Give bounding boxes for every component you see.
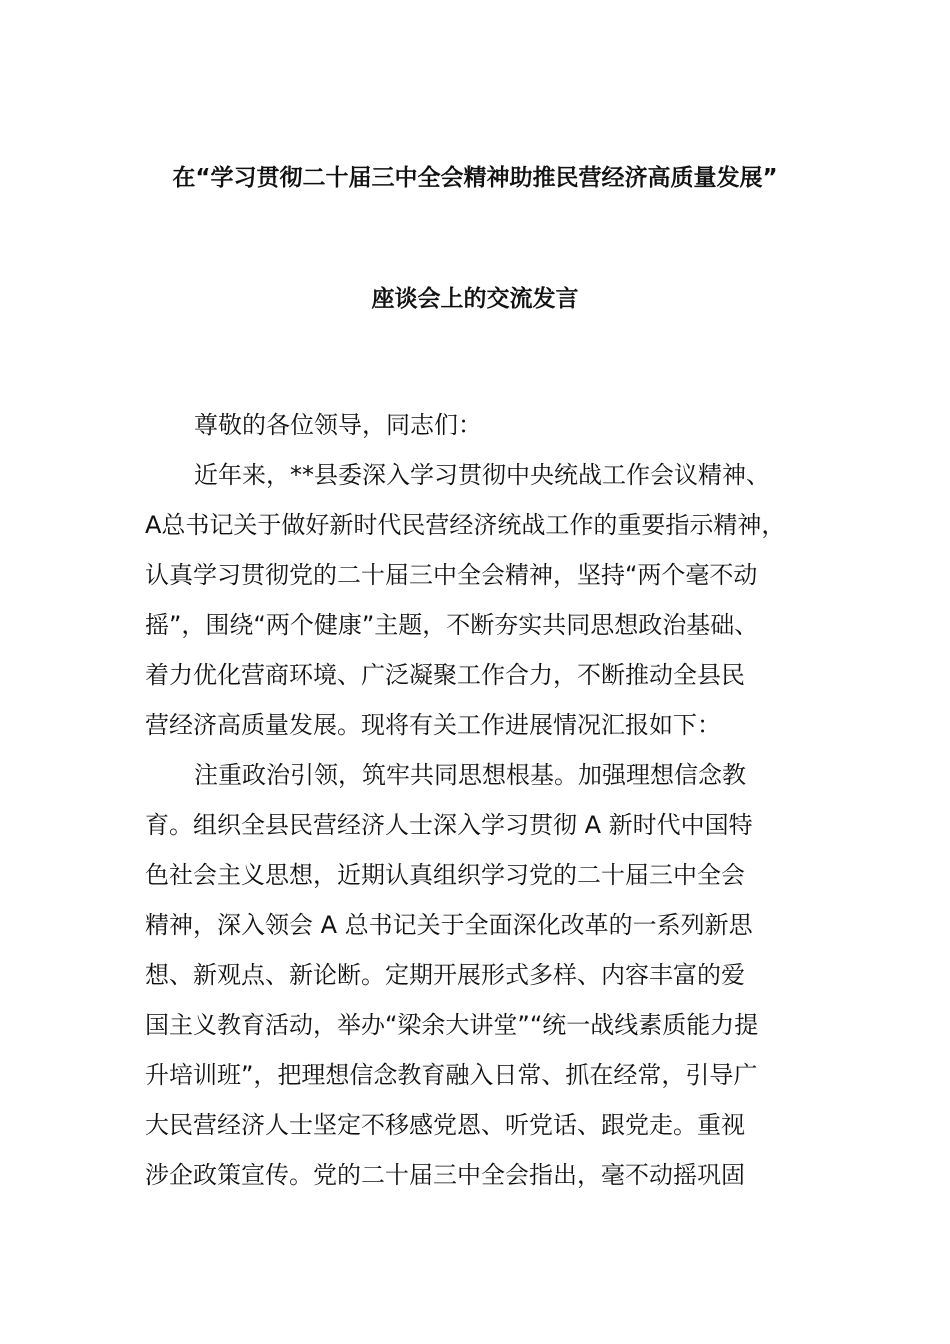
document-body xyxy=(145,400,835,1200)
salutation-line: 尊敬的各位领导，同志们： xyxy=(194,411,482,439)
body-line: 着力优化营商环境、广泛凝聚工作合力，不断推动全县民 xyxy=(145,661,745,689)
document-title-line-2: 座谈会上的交流发言 xyxy=(371,286,579,312)
body-line: A总书记关于做好新时代民营经济统战工作的重要指示精神， xyxy=(145,511,786,539)
body-line: 育。组织全县民营经济人士深入学习贯彻 A 新时代中国特 xyxy=(145,811,753,839)
body-line: 大民营经济人士坚定不移感党恩、听党话、跟党走。重视 xyxy=(145,1111,745,1139)
document-title-line-1: 在“学习贯彻二十届三中全会精神助推民营经济高质量发展” xyxy=(172,165,778,191)
body-line: 近年来，**县委深入学习贯彻中央统战工作会议精神、 xyxy=(194,461,770,489)
body-line: 涉企政策宣传。党的二十届三中全会指出，毫不动摇巩固 xyxy=(145,1161,745,1189)
body-line: 国主义教育活动，举办“梁余大讲堂”“统一战线素质能力提 xyxy=(145,1011,759,1039)
body-line: 精神，深入领会 A 总书记关于全面深化改革的一系列新思 xyxy=(145,911,753,939)
body-line: 摇”，围绕“两个健康”主题，不断夯实共同思想政治基础、 xyxy=(145,611,759,639)
body-line: 想、新观点、新论断。定期开展形式多样、内容丰富的爱 xyxy=(145,961,745,989)
body-line: 色社会主义思想，近期认真组织学习党的二十届三中全会 xyxy=(145,861,745,889)
body-line: 升培训班”，把理想信念教育融入日常、抓在经常，引导广 xyxy=(145,1061,758,1089)
body-line: 认真学习贯彻党的二十届三中全会精神，坚持“两个毫不动 xyxy=(145,561,758,589)
body-line: 营经济高质量发展。现将有关工作进展情况汇报如下： xyxy=(145,711,721,739)
body-line: 注重政治引领，筑牢共同思想根基。加强理想信念教 xyxy=(194,761,746,789)
